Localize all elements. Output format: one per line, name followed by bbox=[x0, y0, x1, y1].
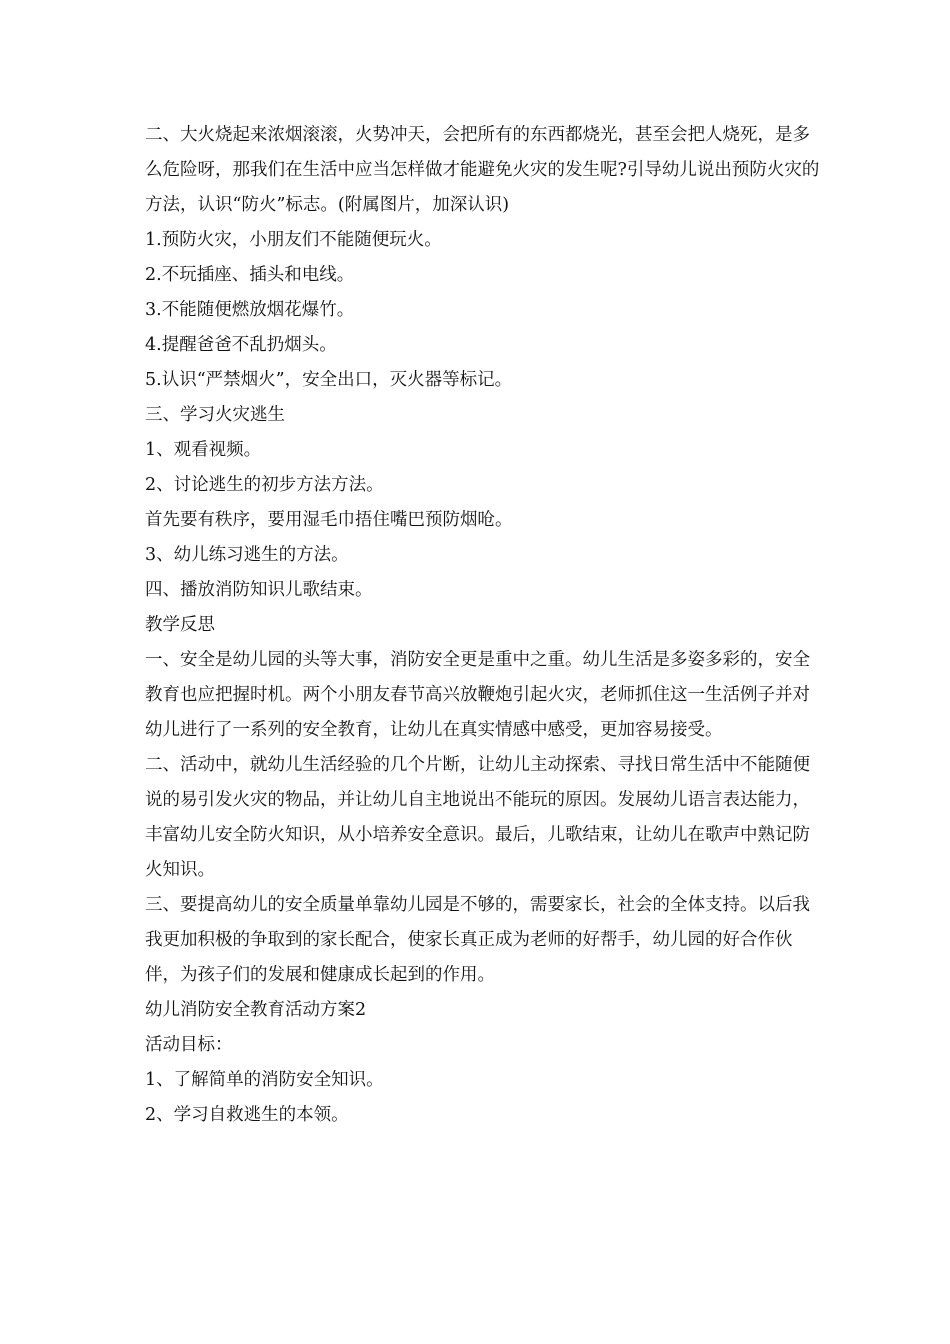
list-item-sockets: 2.不玩插座、插头和电线。 bbox=[145, 265, 355, 285]
section-heading-escape: 三、学习火灾逃生 bbox=[145, 405, 285, 425]
list-item-goal-1: 1、了解简单的消防安全知识。 bbox=[145, 1070, 384, 1090]
list-item-discuss: 2、讨论逃生的初步方法方法。 bbox=[145, 475, 384, 495]
paragraph-reflection-2: 二、活动中，就幼儿生活经验的几个片断，让幼儿主动探索、寻找日常生活中不能随便说的易引发火灾的物品，并让幼儿自主地说出不能玩的原因。发展幼儿语言表达能力，丰富幼儿安全防火知识，从小培养安全意识。最后，儿歌结束，让幼儿在歌声中熟记防火知识。 bbox=[145, 755, 810, 880]
list-item-signs: 5.认识“严禁烟火”，安全出口，灭火器等标记。 bbox=[145, 370, 513, 390]
document-body bbox=[145, 118, 825, 1133]
list-item-video: 1、观看视频。 bbox=[145, 440, 262, 460]
paragraph-reflection-1: 一、安全是幼儿园的头等大事，消防安全更是重中之重。幼儿生活是多姿多彩的，安全教育也应把握时机。两个小朋友春节高兴放鞭炮引起火灾，老师抓住这一生活例子并对幼儿进行了一系列的安全教育，让幼儿在真实情感中感受，更加容易接受。 bbox=[145, 650, 810, 740]
list-item-fireworks: 3.不能随便燃放烟花爆竹。 bbox=[145, 300, 355, 320]
paragraph-towel: 首先要有秩序，要用湿毛巾捂住嘴巴预防烟呛。 bbox=[145, 510, 513, 530]
list-item-goal-2: 2、学习自救逃生的本领。 bbox=[145, 1105, 349, 1125]
list-item-practice: 3、幼儿练习逃生的方法。 bbox=[145, 545, 349, 565]
list-item-cigarette: 4.提醒爸爸不乱扔烟头。 bbox=[145, 335, 337, 355]
section-heading-goals: 活动目标： bbox=[145, 1035, 233, 1055]
paragraph-fire-danger: 二、大火烧起来浓烟滚滚，火势冲天，会把所有的东西都烧光，甚至会把人烧死，是多么危险呀，那我们在生活中应当怎样做才能避免火灾的发生呢?引导幼儿说出预防火灾的方法，认识“防火”标志。(附属图片，加深认识) bbox=[145, 125, 820, 215]
paragraph-reflection-3: 三、要提高幼儿的安全质量单靠幼儿园是不够的，需要家长，社会的全体支持。以后我我更加积极的争取到的家长配合，使家长真正成为老师的好帮手，幼儿园的好合作伙伴，为孩子们的发展和健康成长起到的作用。 bbox=[145, 895, 810, 985]
plan-title-2: 幼儿消防安全教育活动方案2 bbox=[145, 1000, 367, 1020]
section-heading-reflection: 教学反思 bbox=[145, 615, 215, 635]
section-heading-song: 四、播放消防知识儿歌结束。 bbox=[145, 580, 373, 600]
list-item-prevent-fire: 1.预防火灾，小朋友们不能随便玩火。 bbox=[145, 230, 442, 250]
